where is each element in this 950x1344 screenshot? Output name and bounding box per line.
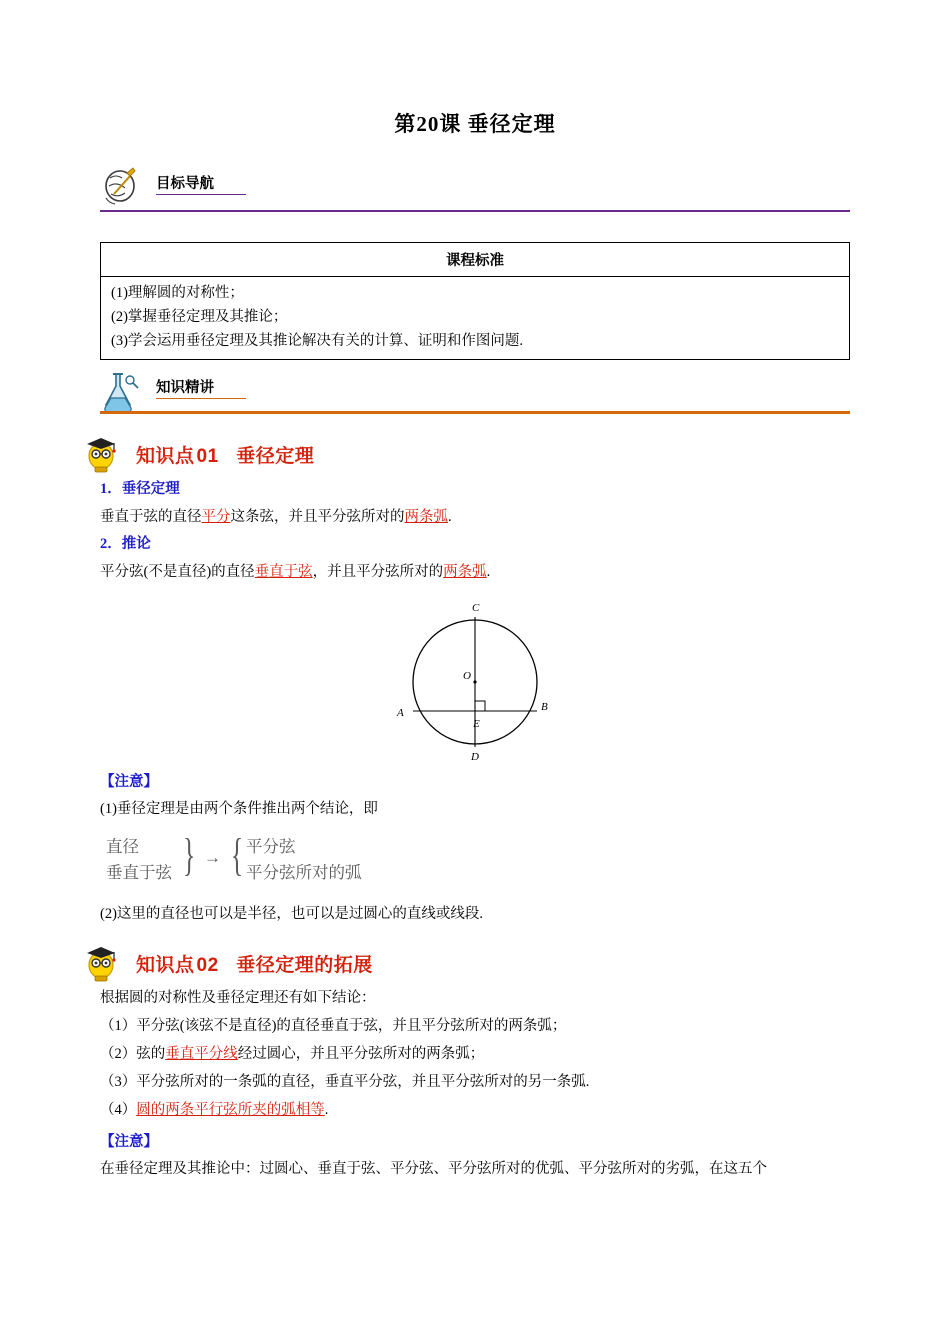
kp1-sub2-label-line bbox=[100, 531, 850, 558]
banner-label-lecture: 知识精讲 bbox=[156, 379, 214, 396]
highlight-answer: 两条弧 bbox=[404, 508, 448, 525]
kp-title-text: 垂径定理的拓展 bbox=[236, 954, 373, 976]
formula-right-top: 平分弦 bbox=[246, 837, 296, 857]
kp-number: 01 bbox=[196, 445, 219, 467]
kp-prefix: 知识点 bbox=[136, 954, 195, 976]
kp2-item-4 bbox=[100, 1096, 850, 1124]
table-row bbox=[101, 277, 850, 360]
banner-rule bbox=[100, 210, 850, 213]
list-item: (2)掌握垂径定理及其推论； bbox=[111, 308, 288, 325]
kp2-intro: 根据圆的对称性及垂径定理还有如下结论： bbox=[100, 989, 376, 1006]
kp2-item-1: （1）平分弦(该弦不是直径)的直径垂直于弦，并且平分弦所对的两条弧； bbox=[100, 1017, 567, 1034]
text-part: ，并且平分弦所对的 bbox=[312, 564, 444, 581]
flask-icon bbox=[100, 368, 142, 412]
list-item: (3)学会运用垂径定理及其推论解决有关的计算、证明和作图问题. bbox=[111, 332, 524, 349]
knowledge-point-01-title bbox=[136, 441, 314, 468]
sub-heading-2: 2．推论 bbox=[100, 536, 151, 553]
page-title: 第20课 垂径定理 bbox=[394, 112, 556, 136]
knowledge-point-02-heading bbox=[100, 949, 850, 983]
kp1-note-1: (1)垂径定理是由两个条件推出两个结论，即 bbox=[100, 801, 378, 818]
note-label: 【注意】 bbox=[100, 1133, 158, 1150]
knowledge-point-02-title bbox=[136, 950, 373, 977]
text-part: 平分弦(不是直径)的直径 bbox=[100, 564, 255, 581]
highlight-answer: 圆的两条平行弦所夹的弧相等 bbox=[136, 1102, 325, 1119]
section-banner-lecture bbox=[100, 368, 850, 414]
kp2-note-text: 在垂径定理及其推论中：过圆心、垂直于弦、平分弦、平分弦所对的优弧、平分弦所对的劣弧，在这五个 bbox=[100, 1161, 767, 1178]
kp1-sub1-label-line bbox=[100, 476, 850, 503]
kp-title-text: 垂径定理 bbox=[236, 445, 315, 467]
table-row bbox=[101, 243, 850, 277]
highlight-answer: 两条弧 bbox=[443, 564, 487, 581]
knowledge-point-01-heading bbox=[100, 440, 850, 474]
formula-left-bottom: 垂直于弦 bbox=[106, 862, 172, 882]
formula-left bbox=[106, 834, 172, 885]
kp1-note-head bbox=[100, 769, 850, 796]
kp-number: 02 bbox=[196, 954, 219, 976]
left-brace-icon: { bbox=[230, 829, 244, 881]
right-brace-icon: } bbox=[182, 829, 196, 881]
text-part: . bbox=[486, 564, 491, 581]
formula-left-top: 直径 bbox=[106, 837, 139, 857]
brain-lightbulb-icon bbox=[100, 164, 142, 208]
formula-right bbox=[246, 834, 362, 885]
theorem-brace-formula bbox=[100, 829, 850, 894]
course-standards-table bbox=[100, 242, 850, 360]
formula-right-bottom: 平分弦所对的弧 bbox=[246, 862, 362, 882]
figure-label-A: A bbox=[397, 706, 404, 719]
banner-underline bbox=[156, 398, 246, 399]
text-part: 垂直于弦的直径 bbox=[100, 508, 202, 525]
kp-prefix: 知识点 bbox=[136, 445, 195, 467]
figure-label-O: O bbox=[463, 669, 471, 682]
banner-underline bbox=[156, 194, 246, 195]
kp1-note-2: (2)这里的直径也可以是半径，也可以是过圆心的直线或线段. bbox=[100, 906, 484, 923]
figure-label-C: C bbox=[472, 601, 480, 614]
kp2-note-head bbox=[100, 1129, 850, 1156]
graduate-bulb-icon bbox=[78, 941, 124, 985]
kp2-item-3: （3）平分弦所对的一条弧的直径，垂直平分弦，并且平分弦所对的另一条弧. bbox=[100, 1074, 590, 1091]
kp2-item-2 bbox=[100, 1040, 850, 1068]
note-label: 【注意】 bbox=[100, 773, 158, 790]
text-part: 经过圆心，并且平分弦所对的两条弧； bbox=[237, 1045, 485, 1062]
text-part: 这条弦，并且平分弦所对的 bbox=[230, 508, 405, 525]
circle-chord-diagram bbox=[100, 597, 850, 767]
section-banner-objectives bbox=[100, 164, 850, 212]
highlight-answer: 平分 bbox=[201, 508, 231, 525]
figure-label-B: B bbox=[541, 700, 548, 713]
banner-rule bbox=[100, 411, 850, 414]
list-item: (1)理解圆的对称性； bbox=[111, 285, 244, 301]
highlight-answer: 垂直平分线 bbox=[165, 1045, 238, 1062]
kp1-sub2-text bbox=[100, 560, 850, 585]
text-part: . bbox=[324, 1102, 329, 1119]
table-cell-standards bbox=[101, 277, 850, 360]
figure-label-E: E bbox=[473, 717, 480, 730]
graduate-bulb-icon bbox=[78, 432, 124, 476]
text-part: （4） bbox=[100, 1102, 137, 1119]
table-header-cell: 课程标准 bbox=[101, 243, 850, 277]
text-part: . bbox=[448, 508, 452, 525]
banner-label-objectives: 目标导航 bbox=[156, 176, 214, 192]
text-part: （2）弦的 bbox=[100, 1045, 166, 1062]
arrow-icon: → bbox=[204, 848, 221, 868]
figure-label-D: D bbox=[471, 750, 479, 763]
kp1-sub1-text bbox=[100, 505, 850, 530]
highlight-answer: 垂直于弦 bbox=[254, 564, 313, 581]
sub-heading-1: 1．垂径定理 bbox=[100, 480, 180, 497]
